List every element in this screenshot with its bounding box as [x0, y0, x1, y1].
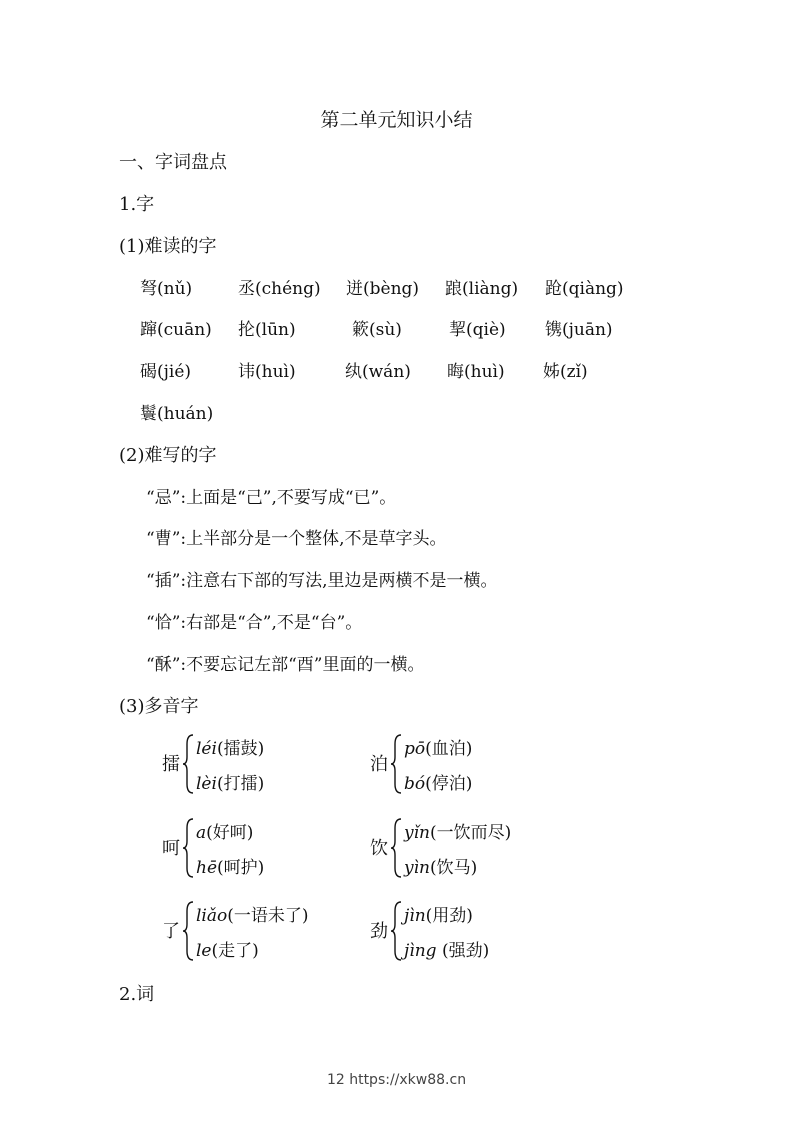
- pinyin: bó: [404, 774, 426, 794]
- brace-icon: [390, 816, 404, 880]
- subsection-hard-to-write: (2)难写的字: [119, 445, 217, 466]
- pinyin: yìn: [404, 858, 430, 878]
- example-word: (呵护): [217, 858, 265, 878]
- example-word: (一语未了): [227, 906, 309, 926]
- hard-read-item: 纨(wán): [345, 362, 411, 382]
- subsection-words: 2.词: [119, 984, 155, 1005]
- example-word: (血泊): [425, 739, 473, 759]
- subsection-polyphones: (3)多音字: [119, 696, 199, 717]
- polyphone-char: 了: [162, 921, 180, 942]
- example-word: (好呵): [206, 823, 254, 843]
- hard-write-item: “酥”:不要忘记左部“酉”里面的一横。: [146, 655, 425, 675]
- pinyin: yǐn: [404, 823, 430, 843]
- pinyin: jìng: [404, 941, 442, 961]
- hard-read-item: 镌(juān): [545, 320, 613, 340]
- hard-write-item: “插”:注意右下部的写法,里边是两横不是一横。: [146, 571, 498, 591]
- pinyin: jìn: [404, 906, 426, 926]
- hard-write-item: “忌”:上面是“己”,不要写成“已”。: [146, 488, 397, 508]
- polyphone-group: [370, 732, 570, 796]
- example-word: (走了): [211, 941, 259, 961]
- pinyin: le: [196, 941, 212, 961]
- example-word: (一饮而尽): [430, 823, 512, 843]
- brace-icon: [182, 732, 196, 796]
- section-heading: 一、字词盘点: [119, 152, 227, 173]
- polyphone-group: [162, 732, 362, 796]
- polyphone-group: [162, 899, 362, 963]
- pinyin: hē: [196, 858, 218, 878]
- polyphone-group: [162, 816, 362, 880]
- brace-icon: [390, 899, 404, 963]
- brace-icon: [390, 732, 404, 796]
- polyphone-char: 饮: [370, 838, 388, 859]
- hard-read-item: 讳(huì): [238, 362, 296, 382]
- hard-read-item: 姊(zǐ): [543, 362, 588, 382]
- polyphone-char: 劲: [370, 921, 388, 942]
- hard-read-item: 踉(liàng): [445, 279, 519, 299]
- example-word: (打擂): [216, 774, 265, 794]
- hard-read-item: 丞(chéng): [238, 279, 321, 299]
- example-word: (强劲): [441, 941, 490, 961]
- hard-write-item: “恰”:右部是“合”,不是“台”。: [146, 613, 363, 633]
- hard-read-item: 弩(nǔ): [140, 279, 193, 299]
- pinyin: a: [196, 823, 207, 843]
- example-word: (停泊): [425, 774, 473, 794]
- polyphone-char: 泊: [370, 754, 388, 775]
- subsection-hard-to-read: (1)难读的字: [119, 236, 217, 257]
- subsection-characters: 1.字: [119, 194, 155, 215]
- hard-read-item: 晦(huì): [447, 362, 505, 382]
- pinyin: liǎo: [196, 906, 228, 926]
- hard-read-item: 迸(bèng): [346, 279, 420, 299]
- pinyin: pō: [404, 739, 426, 759]
- polyphone-char: 呵: [162, 838, 180, 859]
- hard-read-item: 挈(qiè): [449, 320, 506, 340]
- brace-icon: [182, 816, 196, 880]
- example-word: (擂鼓): [216, 739, 265, 759]
- page-footer: 12 https://xkw88.cn: [326, 1072, 467, 1088]
- hard-read-item: 抡(lūn): [238, 320, 296, 340]
- polyphone-char: 擂: [162, 754, 180, 775]
- brace-icon: [182, 899, 196, 963]
- pinyin: lèi: [196, 774, 217, 794]
- hard-read-item: 鬟(huán): [140, 404, 214, 424]
- hard-write-item: “曹”:上半部分是一个整体,不是草字头。: [146, 529, 447, 549]
- hard-read-item: 蹿(cuān): [140, 320, 212, 340]
- hard-read-item: 碣(jié): [140, 362, 192, 382]
- example-word: (用劲): [425, 906, 473, 926]
- example-word: (饮马): [430, 858, 478, 878]
- pinyin: léi: [196, 739, 217, 759]
- polyphone-group: [370, 899, 570, 963]
- polyphone-group: [370, 816, 590, 880]
- page-title: 第二单元知识小结: [320, 109, 473, 131]
- hard-read-item: 簌(sù): [352, 320, 402, 340]
- hard-read-item: 跄(qiàng): [545, 279, 624, 299]
